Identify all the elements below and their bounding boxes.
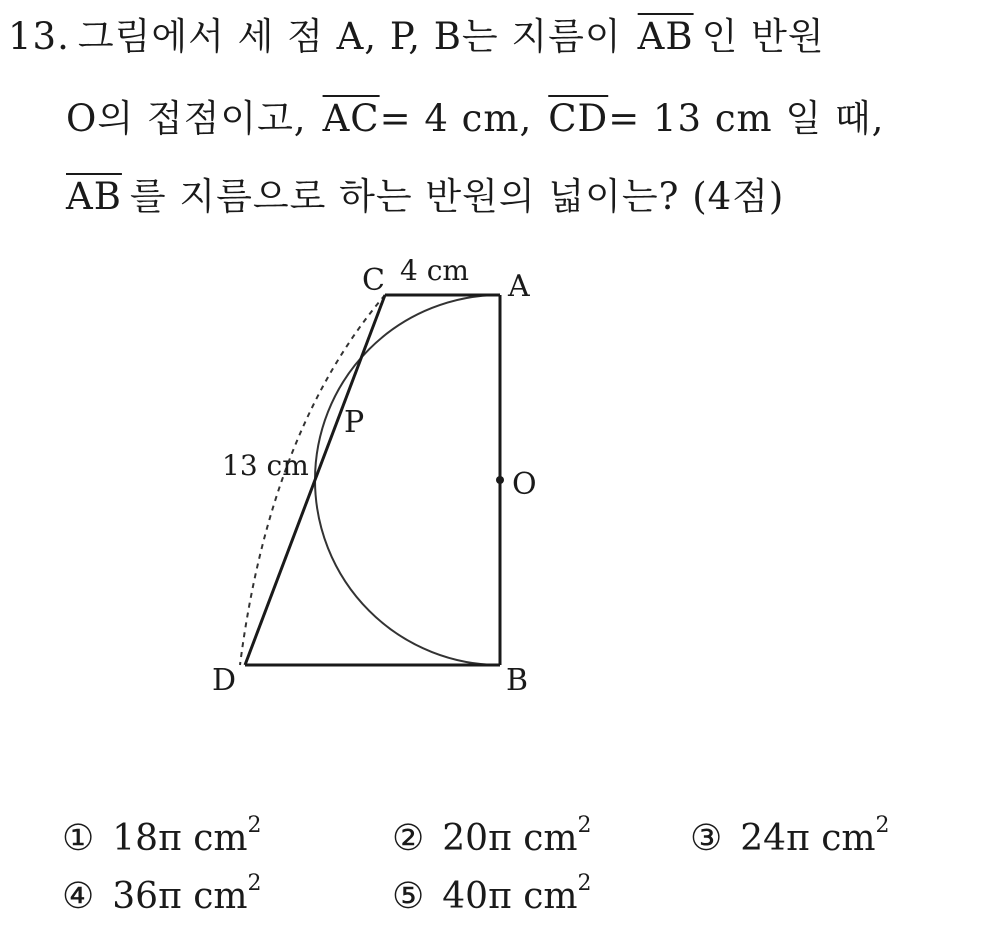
choice-3-marker: ③	[690, 818, 723, 859]
choice-1-exponent: 2	[247, 813, 262, 838]
question-line1-text: 그림에서 세 점 A, P, B는 지름이	[77, 15, 622, 58]
choice-5-marker: ⑤	[392, 876, 425, 917]
choice-2-marker: ②	[392, 818, 425, 859]
label-o: O	[512, 467, 537, 502]
choice-4[interactable]	[62, 862, 262, 919]
segment-ac-label: $\overline{AC}$	[322, 97, 380, 140]
choice-3[interactable]	[690, 804, 890, 861]
choice-3-exponent: 2	[875, 813, 890, 838]
segment-ac-value: = 4 cm,	[379, 97, 533, 140]
choice-1-value: 18π cm	[112, 818, 248, 859]
choice-3-value: 24π cm	[740, 818, 876, 859]
label-cd-length: 13 cm	[222, 449, 309, 482]
question-line3-tail: 를 지름으로 하는 반원의 넓이는? (4점)	[129, 175, 785, 218]
segment-cd-label: $\overline{CD}$	[548, 97, 609, 140]
question-number: 13.	[8, 15, 70, 58]
choice-4-exponent: 2	[247, 871, 262, 896]
label-d: D	[212, 663, 237, 698]
segment-cd-value: = 13 cm 일 때,	[608, 97, 885, 140]
choice-2-value: 20π cm	[442, 818, 578, 859]
label-ac-length: 4 cm	[400, 254, 469, 287]
choice-1-marker: ①	[62, 818, 95, 859]
choice-1[interactable]	[62, 804, 262, 861]
choice-5-value: 40π cm	[442, 876, 578, 917]
label-c: C	[362, 263, 385, 298]
choice-2[interactable]	[392, 804, 592, 861]
question-line2-head: O의 접점이고,	[66, 97, 307, 140]
choice-4-value: 36π cm	[112, 876, 248, 917]
question-line1-tail: 인 반원	[701, 15, 825, 58]
label-a: A	[508, 269, 530, 304]
label-p: P	[344, 405, 365, 440]
label-b: B	[506, 663, 529, 698]
choice-2-exponent: 2	[577, 813, 592, 838]
segment-ab-label-2: $\overline{AB}$	[66, 175, 122, 218]
choice-4-marker: ④	[62, 876, 95, 917]
choice-5[interactable]	[392, 862, 592, 919]
segment-ab-label: $\overline{AB}$	[637, 15, 694, 58]
choice-5-exponent: 2	[577, 871, 592, 896]
